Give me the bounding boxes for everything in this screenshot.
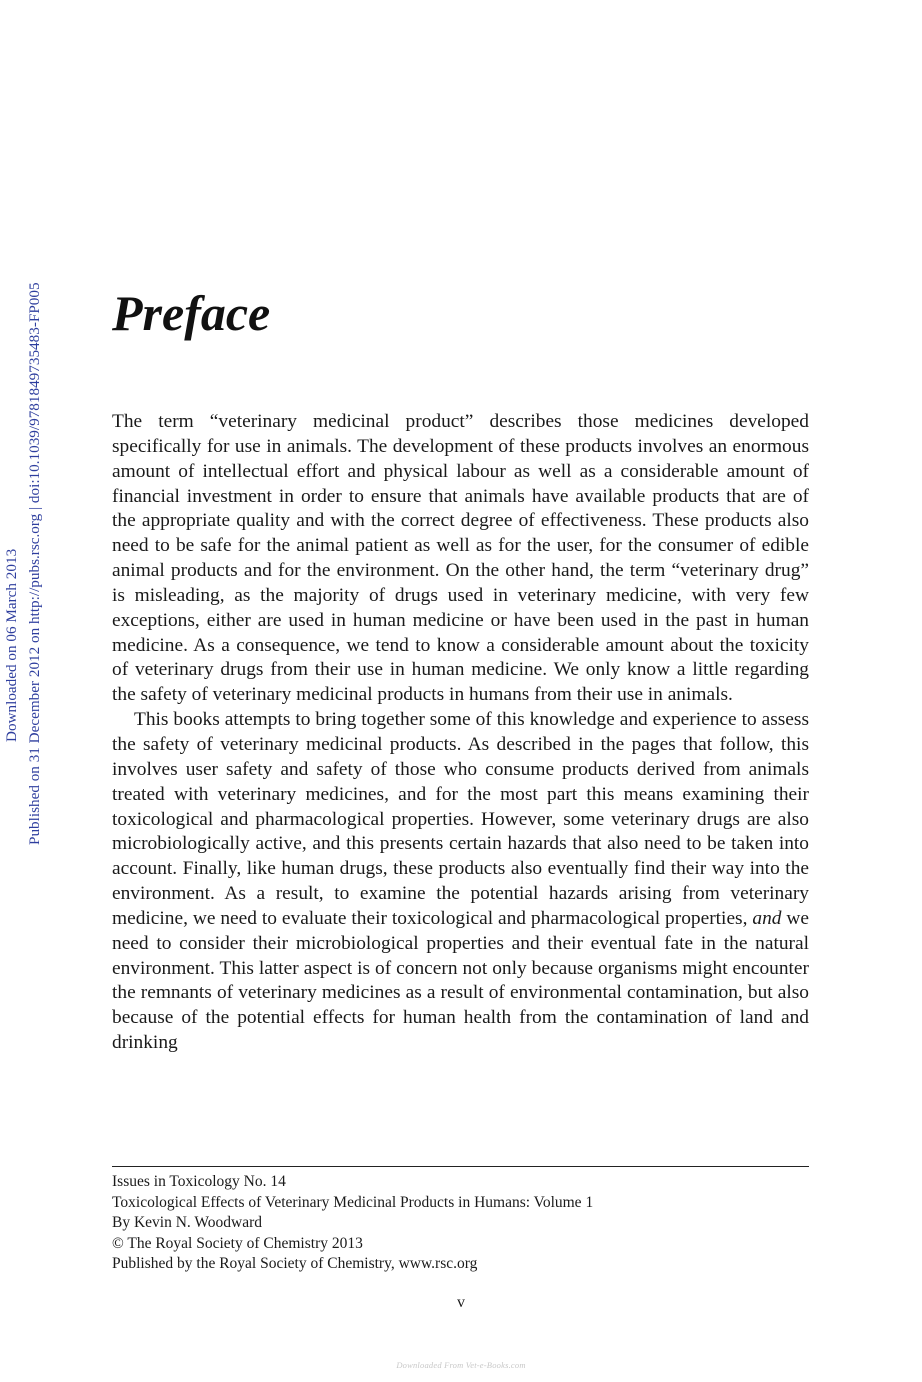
- download-info-sidebar: [0, 0, 52, 1382]
- footer-divider: [112, 1166, 809, 1167]
- author-line: By Kevin N. Woodward: [112, 1214, 263, 1232]
- book-title-line: Toxicological Effects of Veterinary Medicinal Products in Humans: Volume 1: [112, 1193, 594, 1211]
- paragraph-1: The term “veterinary medicinal product” describes those medicines developed specifically for use in animals. The development of these products involves an enormous amount of intellectual effort and physical labour as well as a considerable amount of financial investment in order to ensure that animals have available products that are of the appropriate quality and with the correct degree of effectiveness. These products also need to be safe for the animal patient as well as for the user, for the consumer of edible animal products and for the environment. On the other hand, the term “veterinary drug” is misleading, as the majority of drugs used in veterinary medicine, with very few exceptions, either are used in human medicine or have been used in the past in human medicine. As a consequence, we tend to know a considerable amount about the toxicity of veterinary drugs from their use in human medicine. We only know a little regarding the safety of veterinary medicinal products in humans from their use in animals.: [112, 411, 809, 706]
- paragraph-2-part-1: This books attempts to bring together some of this knowledge and experience to assess the safety of veterinary medicinal products. As described in the pages that follow, this involves user safety and safety of those who consume products derived from animals treated with veterinary medicines, and for the most part this means examining their toxicological and pharmacological properties. However, some veterinary drugs are also microbiologically active, and this presents certain hazards that also need to be taken into account. Finally, like human drugs, these products also eventually find their way into the environment. As a result, to examine the potential hazards arising from veterinary medicine, we need to evaluate their toxicological and pharmacological properties,: [112, 709, 809, 929]
- book-footer: [112, 1172, 809, 1275]
- preface-body: [112, 410, 809, 1056]
- page-title: Preface: [112, 285, 271, 341]
- publisher-line: Published by the Royal Society of Chemistry, www.rsc.org: [112, 1255, 478, 1273]
- watermark: Downloaded From Vet-e-Books.com: [396, 1360, 526, 1370]
- download-date-note: Downloaded on 06 March 2013: [3, 548, 20, 742]
- page-number: v: [457, 1294, 465, 1311]
- series-line: Issues in Toxicology No. 14: [112, 1173, 286, 1190]
- copyright-line: © The Royal Society of Chemistry 2013: [112, 1234, 363, 1252]
- emphasis-and: and: [752, 907, 782, 929]
- paragraph-2: [112, 708, 809, 1056]
- paragraph-2-part-2: we need to consider their microbiological properties and their eventual fate in the natural environment. This latter aspect is of concern not only because organisms might encounter the remnants of veterinary medicines as a result of environmental contamination, but also because of the potential effects for human health from the contamination of land and drinking: [112, 907, 809, 1054]
- publication-doi-note: Published on 31 December 2012 on http://pubs.rsc.org | doi:10.1039/9781849735483-FP005: [26, 282, 43, 845]
